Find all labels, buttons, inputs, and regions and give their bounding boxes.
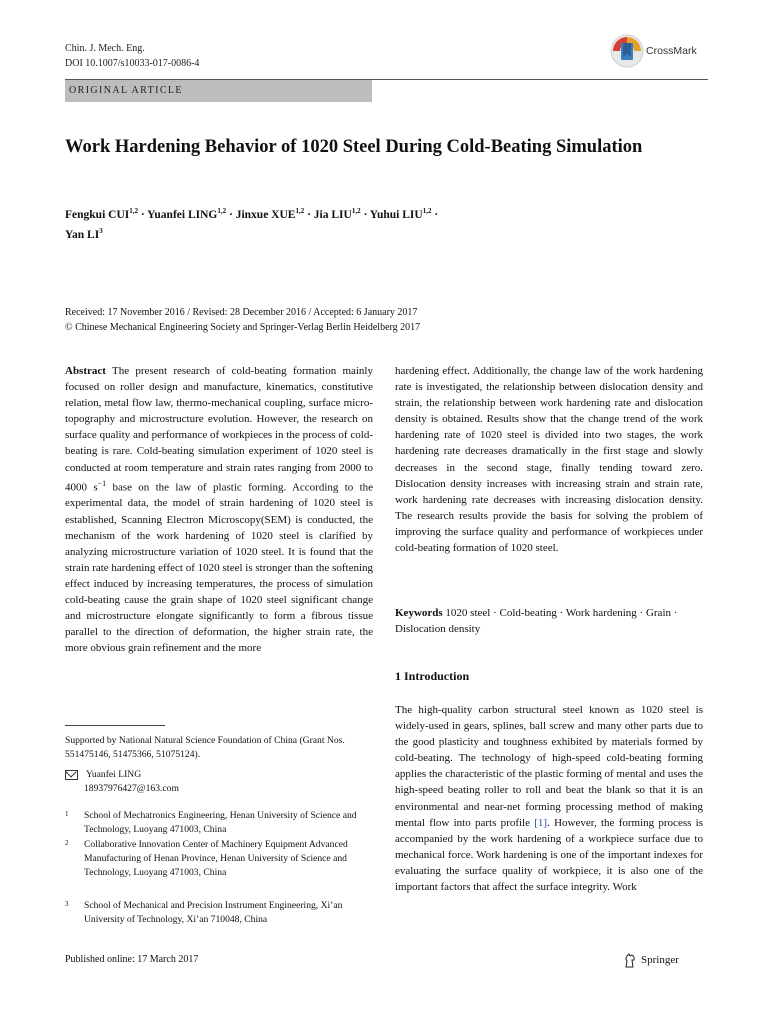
author-name: Jinxue XUE bbox=[235, 208, 296, 221]
mail-icon bbox=[65, 770, 78, 780]
citation-link[interactable]: [1] bbox=[534, 816, 548, 829]
corresponding-author bbox=[65, 768, 373, 796]
abstract-right: hardening effect. Additionally, the change law of the work hardening rate is investigated, the relationship between dislocation density and strain, the relationship between work hardening rate and dislocation density is obtained. Results show that the change trend of the work hardening rate of 1020 steel is divided into two stages, the work hardening rate decreases dramatically in the first stage and slowly decreases in the second stage, finally tending toward zero. Dislocation density increases with increasing strain and strain rate, work hardening rate decreases with increasing dislocation density. The research results provide the basis for solving the problem of improving the surface quality and performance of workpieces under cold-beating formation of 1020 steel. bbox=[395, 365, 703, 555]
springer-horse-icon bbox=[623, 952, 637, 968]
affiliation-number: 1 bbox=[65, 810, 69, 818]
abstract-text-a: The present research of cold-beating formation mainly focused on roller design and manufacture, kinematics, constitutive relation, metal flow law, thermo-mechanical coupling, surface micro-topography and microstructure evolution. However, the research on surface quality and performance of workpieces in the process of cold-beating is rare. Cold-beating simulation experiment of 1020 steel is conducted at room temperature and strain rates ranging from 2000 to 4000 s bbox=[65, 365, 373, 494]
doi[interactable]: DOI 10.1007/s10033-017-0086-4 bbox=[65, 58, 200, 69]
author-name: Fengkui CUI bbox=[65, 208, 130, 221]
author-name: Yuhui LIU bbox=[369, 208, 423, 221]
author-name: Jia LIU bbox=[313, 208, 352, 221]
paper-title: Work Hardening Behavior of 1020 Steel During Cold-Beating Simulation bbox=[65, 137, 643, 157]
publisher-logo bbox=[623, 952, 679, 968]
abstract-exponent: −1 bbox=[97, 478, 107, 488]
footnote-rule bbox=[65, 725, 165, 726]
affiliation-text: School of Mechatronics Engineering, Henan University of Science and Technology, Luoyang 471003, China bbox=[84, 810, 357, 835]
author-affiliation: 1,2 bbox=[422, 207, 432, 215]
author-affiliation: 3 bbox=[99, 226, 103, 235]
abstract-label: Abstract bbox=[65, 365, 106, 377]
affiliation bbox=[65, 899, 373, 927]
crossmark-badge[interactable] bbox=[610, 33, 706, 69]
crossmark-label: CrossMark bbox=[646, 45, 697, 57]
crossmark-icon bbox=[610, 34, 644, 68]
affiliation-number: 3 bbox=[65, 900, 69, 908]
author-name: Yan LI bbox=[65, 228, 100, 241]
author-affiliation: 1,2 bbox=[217, 207, 227, 215]
article-dates bbox=[65, 305, 665, 335]
funding-note: Supported by National Natural Science Foundation of China (Grant Nos. 551475146, 51475366, 51075124). bbox=[65, 735, 345, 760]
affiliation bbox=[65, 809, 373, 837]
author-list: Fengkui CUI$^{1,2}$ · Yuanfei LING$^{1,2}$ · Jinxue XUE$^{1,2}$ · Jia LIU$^{1,2}$ · Yuhui LIU$^{1,2}$ · Yan $LI^3$ bbox=[65, 207, 439, 241]
keywords bbox=[395, 605, 703, 637]
journal-name: Chin. J. Mech. Eng. bbox=[65, 43, 145, 54]
section-heading: 1 Introduction bbox=[395, 669, 470, 683]
affiliation-text: Collaborative Innovation Center of Machinery Equipment Advanced Manufacturing of Henan Province, Henan University of Science and Technology, Luoyang 471003, China bbox=[84, 839, 348, 878]
abstract-text-b: base on the law of plastic forming. According to the experimental data, the model of strain hardening of 1020 steel is established, Scanning Electron Microscopy(SEM) is conducted, the mechanism of the work hardening of 1020 steel is clarified by analyzing microstructure variation of 1020 steel. It is found that the strain rate hardening effect of 1020 steel is stronger than the softening effect induced by increasing temperatures, the process of simulation cold-beating cause the grain shape of 1020 steel significant change and microstructure elongate significantly to form a fibrous tissue parallel to the direction of deformation, the higher strain rate, the more obvious grain refinement and the more bbox=[65, 481, 374, 655]
copyright: © Chinese Mechanical Engineering Society and Springer-Verlag Berlin Heidelberg 2017 bbox=[65, 322, 421, 333]
author-affiliation: 1,2 bbox=[295, 207, 305, 215]
affiliation-number: 2 bbox=[65, 839, 69, 847]
article-type-band: ORIGINAL ARTICLE bbox=[65, 80, 372, 102]
contact-email[interactable]: 18937976427@163.com bbox=[84, 783, 179, 794]
author-name: Yuanfei LING bbox=[147, 208, 218, 221]
contact-name: Yuanfei LING bbox=[86, 769, 142, 780]
intro-text-a: The high-quality carbon structural steel known as 1020 steel is widely-used in gears, splines, ball screw and many other parts due to the good plasticity and toughness exhibited by materials formed by cold-beating. The technology of high-speed cold-beating forming applies the characteristic of the plastic forming of mental and uses the high-speed beating roller to roll and beat the blank so that it is an environmental and near-net forming processing method of making mental flow into parts profile bbox=[395, 704, 703, 829]
journal-info bbox=[65, 41, 199, 71]
abstract-left bbox=[65, 363, 373, 656]
affiliation bbox=[65, 838, 373, 880]
author-affiliation: 1,2 bbox=[351, 207, 361, 215]
keywords-text: 1020 steel · Cold-beating · Work hardening · Grain · Dislocation density bbox=[395, 607, 678, 636]
author-affiliation: 1,2 bbox=[129, 207, 138, 215]
affiliation-text: School of Mechanical and Precision Instrument Engineering, Xi’an University of Technology, Xi’an 710048, China bbox=[84, 900, 343, 925]
intro-text-b: . However, the forming process is accompanied by the work hardening of a workpiece surface due to mechanical force. Work hardening is one of the important indexes for evaluating the surface quality of workpiece, it is also one of the important factors that affect the surface integrity. Work bbox=[395, 816, 703, 894]
published-online: Published online: 17 March 2017 bbox=[65, 954, 199, 965]
keywords-label: Keywords bbox=[395, 607, 443, 619]
history-dates: Received: 17 November 2016 / Revised: 28 December 2016 / Accepted: 6 January 2017 bbox=[65, 307, 418, 318]
publisher-name: Springer bbox=[641, 954, 679, 966]
introduction-text bbox=[395, 702, 703, 895]
